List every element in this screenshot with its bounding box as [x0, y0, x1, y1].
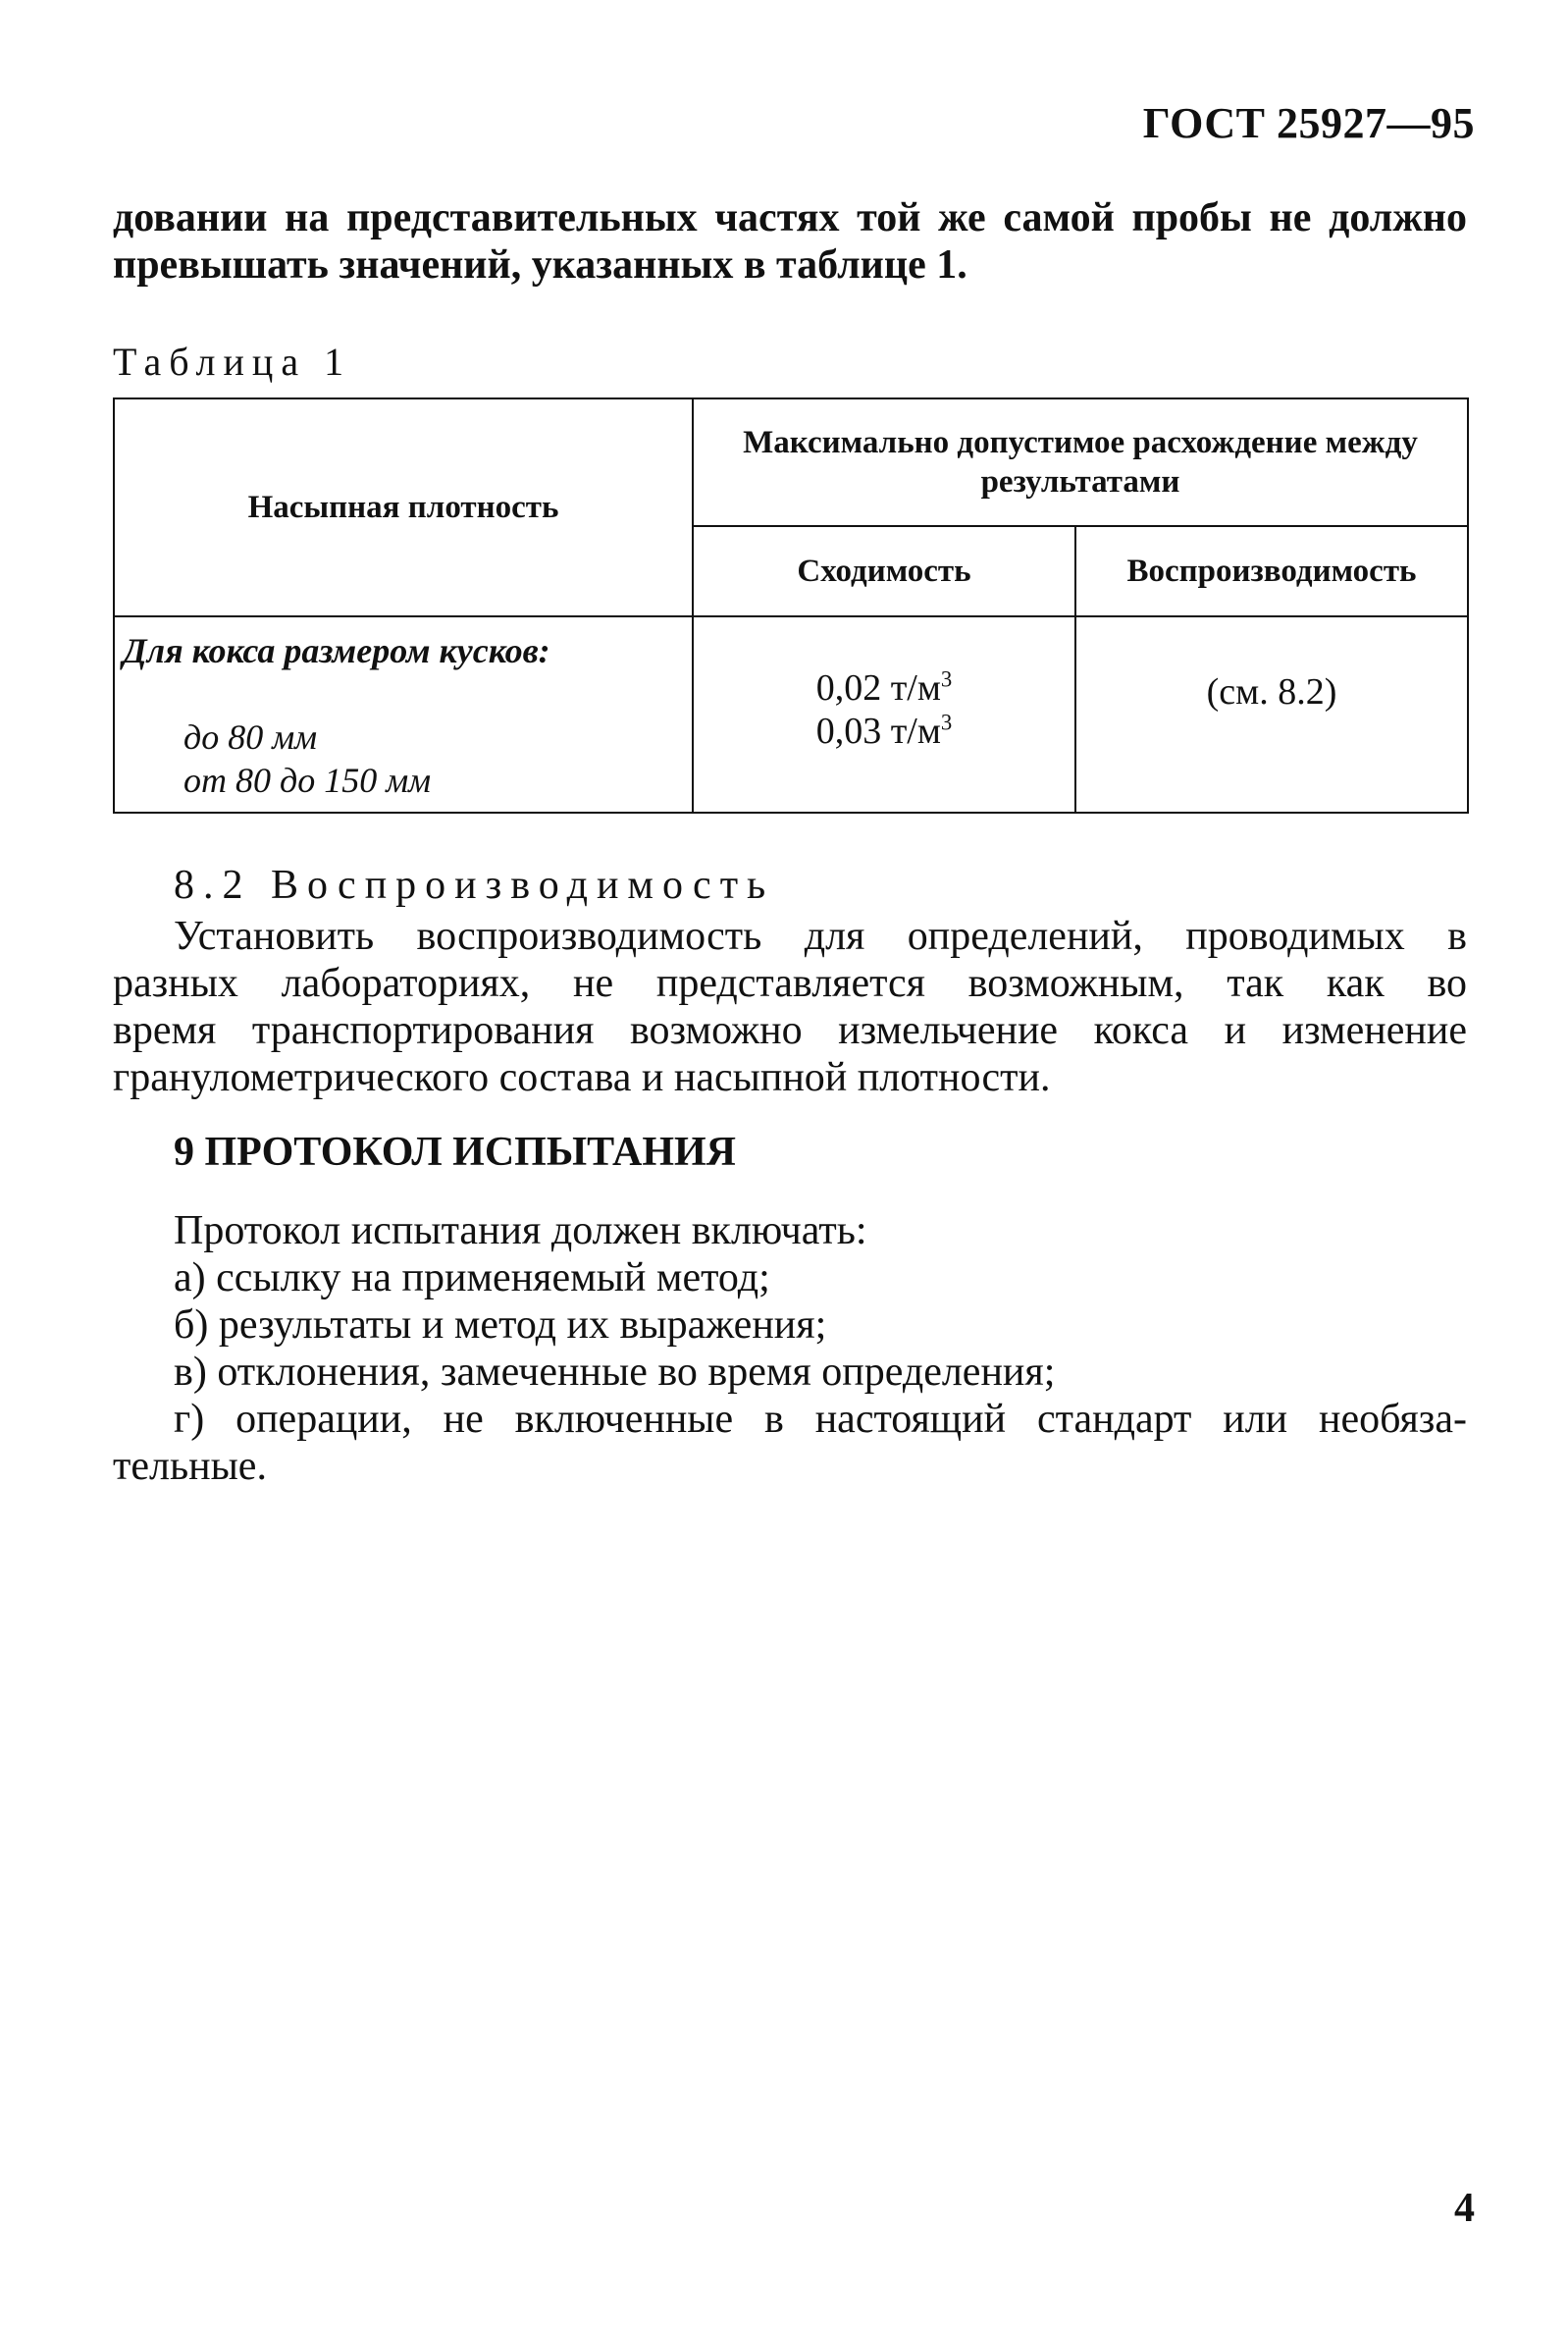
- standard-code: ГОСТ 25927—95: [1142, 99, 1475, 147]
- repeatability-value-1: 0,02 $т/м^3$: [815, 666, 953, 709]
- section-8-2-text: [113, 913, 1467, 1101]
- protocol-intro: Протокол испытания должен включать:: [174, 1208, 867, 1253]
- section-8-2-title: 8.2 Воспроизводимость: [174, 863, 775, 908]
- protocol-list: [113, 1207, 1467, 1490]
- repeatability-value-2: 0,03 $т/м^3$: [815, 710, 953, 752]
- list-item-last-line-1: г) операции, не включенные в настоящий стандарт или необяза-: [174, 1397, 1467, 1442]
- section-8-2-line-3: время транспортирования возможно измельчение кокса и изменение: [113, 1008, 1467, 1053]
- header-max-difference: Максимально допустимое расхождение между результатами: [693, 398, 1468, 526]
- section-9-heading: 9 ПРОТОКОЛ ИСПЫТАНИЯ: [174, 1130, 736, 1175]
- page-number: 4: [1454, 2186, 1475, 2231]
- list-item: а) ссылку на применяемый метод;: [174, 1255, 770, 1300]
- repeatability-values: [693, 616, 1075, 813]
- section-8-2-line-4: гранулометрического состава и насыпной плотности.: [113, 1055, 1051, 1100]
- section-8-2-line-1: Установить воспроизводимость для определений, проводимых в: [174, 914, 1467, 959]
- precision-table: [113, 398, 1469, 814]
- coke-size-label: Для кокса размером кусков:: [123, 631, 550, 670]
- header-reproducibility: Воспроизводимость: [1075, 526, 1468, 616]
- list-item-last-line-2: тельные.: [113, 1444, 267, 1489]
- size-row-1: до 80 мм: [183, 717, 318, 757]
- header-repeatability: Сходимость: [693, 526, 1075, 616]
- table-caption: Таблица 1: [113, 340, 352, 384]
- section-8-2-line-2: разных лабораториях, не представляется возможным, так как во: [113, 961, 1467, 1006]
- intro-line-2: превышать значений, указанных в таблице 1.: [113, 242, 967, 288]
- list-item: в) отклонения, замеченные во время определения;: [174, 1350, 1056, 1395]
- size-row-2: от 80 до 150 мм: [183, 761, 432, 800]
- list-item: б) результаты и метод их выражения;: [174, 1302, 827, 1348]
- header-bulk-density: Насыпная плотность: [114, 398, 693, 616]
- coke-size-cell: [114, 616, 693, 813]
- intro-line-1: довании на представительных частях той же самой пробы не должно: [113, 195, 1467, 240]
- reproducibility-reference: (см. 8.2): [1075, 616, 1468, 813]
- intro-paragraph: [113, 194, 1467, 289]
